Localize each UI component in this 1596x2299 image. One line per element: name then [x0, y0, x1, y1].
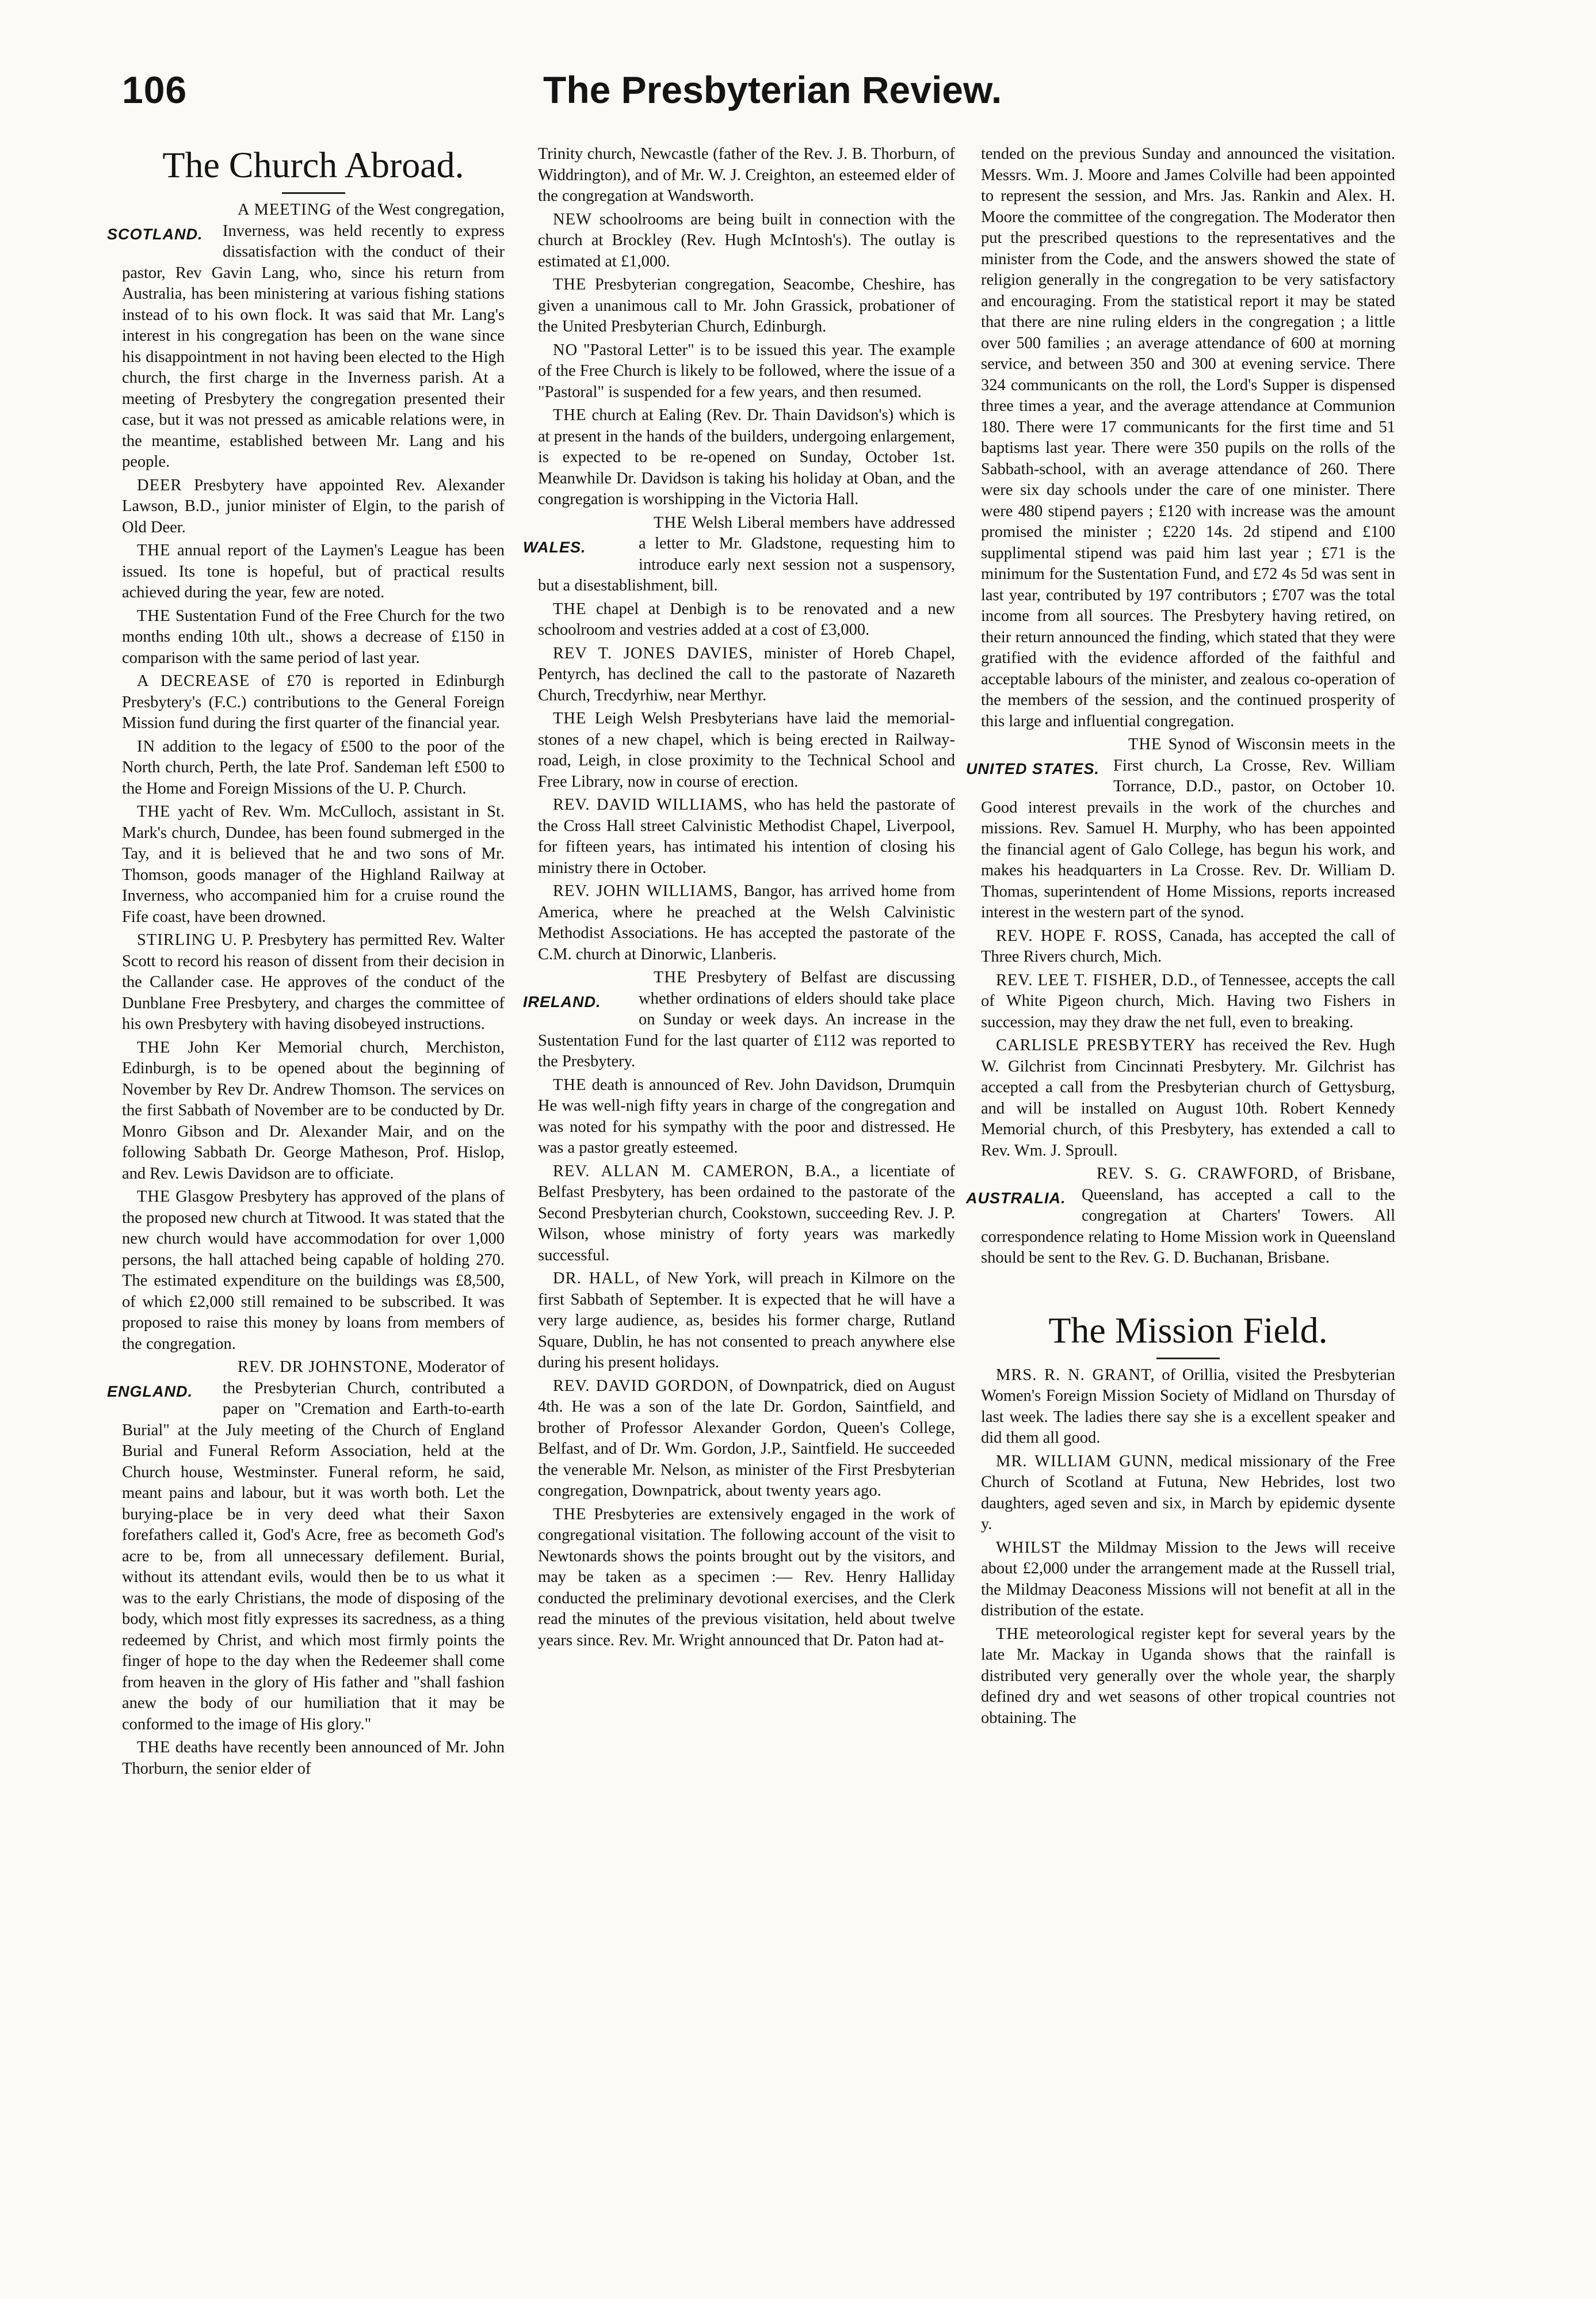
country-label-scotland: SCOTLAND. [107, 226, 203, 243]
article-paragraph: NO "Pastoral Letter" is to be issued this year. The example of the Free Church is likely to be followed, where the issue of a "Pastoral" is suspended for a few years, and then resumed. [538, 341, 955, 401]
article-paragraph: A DECREASE of £70 is reported in Edinburgh Presbytery's (F.C.) contributions to the General Foreign Mission fund during the first quarter of the financial year. [122, 672, 505, 732]
column-1 [107, 144, 505, 2273]
article-paragraph: WALES. THE Welsh Liberal members have addressed a letter to Mr. Gladstone, requesting him to introduce early next session not a suspensory, but a disestablishment, bill. [523, 513, 955, 594]
article-paragraph: THE Sustentation Fund of the Free Church for the two months ending 10th ult., shows a decrease of £150 in comparison with the same period of last year. [122, 607, 505, 667]
article-paragraph: MRS. R. N. GRANT, of Orillia, visited the Presbyterian Women's Foreign Mission Society of Midland on Thursday of last week. The ladies there say she is a excellent speaker and did them all good. [981, 1366, 1395, 1447]
article-paragraph: THE deaths have recently been announced of Mr. John Thorburn, the senior elder of [122, 1738, 505, 1778]
article-paragraph: AUSTRALIA. REV. S. G. CRAWFORD, of Brisbane, Queensland, has accepted a call to the congregation at Charters' Towers. All correspondence relating to Home Mission work in Queensland should be sent to the Rev. G. D. Buchanan, Brisbane. [966, 1165, 1396, 1267]
heading-rule [282, 192, 345, 194]
article-paragraph: THE Glasgow Presbytery has approved of the plans of the proposed new church at Titwood. It was stated that the new church would have accommodation for over 1,000 persons, the hall attached being capable of holding 270. The estimated expenditure on the buildings was £8,500, of which £2,000 still remained to be subscribed. It was proposed to raise this money by loans from members of the congregation. [122, 1188, 505, 1353]
article-paragraph: IRELAND. THE Presbytery of Belfast are discussing whether ordinations of elders should take place on Sunday or week days. An increase in the Sustentation Fund for the last quarter of £112 was reported to the Presbytery. [523, 969, 955, 1070]
article-paragraph: THE church at Ealing (Rev. Dr. Thain Davidson's) which is at present in the hands of the builders, undergoing enlargement, is expected to be re-opened on Sunday, October 1st. Meanwhile Dr. Davidson is taking his holiday at Oban, and the congregation is worshipping in the Victoria Hall. [538, 406, 955, 508]
article-paragraph: THE meteorological register kept for several years by the late Mr. Mackay in Uganda shows that the rainfall is distributed very generally over the whole year, the sharply defined dry and wet seasons of other tropical countries not obtaining. The [981, 1625, 1395, 1727]
country-label-ireland: IRELAND. [523, 993, 601, 1011]
column-3 [966, 144, 1396, 2273]
article-paragraph: Trinity church, Newcastle (father of the Rev. J. B. Thorburn, of Widdrington), and of Mr. W. J. Creighton, an esteemed elder of the congregation at Wandsworth. [538, 145, 955, 205]
article-paragraph: REV T. JONES DAVIES, minister of Horeb Chapel, Pentyrch, has declined the call to the pastorate of Nazareth Church, Trecdyrhiw, near Merthyr. [538, 644, 955, 704]
article-paragraph: REV. DAVID WILLIAMS, who has held the pastorate of the Cross Hall street Calvinistic Methodist Chapel, Liverpool, for fifteen years, has intimated his intention of closing his ministry there in October. [538, 796, 955, 877]
article-paragraph: THE annual report of the Laymen's League has been issued. Its tone is hopeful, but of practical results achieved during the year, few are noted. [122, 542, 505, 601]
article-paragraph: MR. WILLIAM GUNN, medical missionary of the Free Church of Scotland at Futuna, New Hebrides, lost two daughters, aged seven and six, in March by epidemic dysente y. [981, 1452, 1396, 1533]
country-label-england: ENGLAND. [107, 1383, 193, 1400]
article-paragraph: DEER Presbytery have appointed Rev. Alexander Lawson, B.D., junior minister of Elgin, to the parish of Old Deer. [122, 476, 505, 536]
article-paragraph: THE yacht of Rev. Wm. McCulloch, assistant in St. Mark's church, Dundee, has been found submerged in the Tay, and it is believed that he and two sons of Mr. Thomson, goods manager of the Highland Railway at Inverness, who accompanied him for a cruise round the Fife coast, have been drowned. [122, 803, 505, 926]
article-paragraph: UNITED STATES. THE Synod of Wisconsin meets in the First church, La Crosse, Rev. William Torrance, D.D., pastor, on October 10. Good interest prevails in the work of the churches and missions. Rev. Samuel H. Murphy, who has been appointed the financial agent of Galo College, has begun his work, and makes his headquarters in La Crosse. Rev. Dr. William D. Thomas, superintendent of Home Missions, reports increased interest in the western part of the synod. [966, 735, 1396, 921]
page-number: 106 [122, 68, 188, 111]
article-paragraph: ENGLAND. REV. DR JOHNSTONE, Moderator of the Presbyterian Church, contributed a paper on "Cremation and Earth-to-earth Burial" at the July meeting of the Church of England Burial and Funeral Reform Association, held at the Church house, Westminster. Funeral reform, he said, meant pains and labour, but it was worth both. Let the burying-place be in very deed what their Saxon forefathers called it, God's Acre, free as becometh God's acre to be, from all unnecessary defilement. Burial, without its attendant evils, would then be to us what it was to the early Christians, the mode of disposing of the body, which most fitly expresses its sacredness, as a thing redeemed by Christ, and which most firmly points the finger of hope to the day when the Redeemer shall come from heaven in the glory of His father and "shall fashion anew the body of our humiliation that it may be conformed to the image of His glory." [107, 1358, 505, 1733]
article-paragraph: THE Presbyterian congregation, Seacombe, Cheshire, has given a unanimous call to Mr. John Grassick, probationer of the United Presbyterian Church, Edinburgh. [538, 276, 955, 335]
section-heading-church-abroad: The Church Abroad. [162, 144, 464, 185]
country-label-wales: WALES. [523, 538, 586, 556]
article-paragraph: REV. ALLAN M. CAMERON, B.A., a licentiate of Belfast Presbytery, has been ordained to the pastorate of the Second Presbyterian church, Cookstown, succeeding Rev. J. P. Wilson, whose ministry of forty years was markedly successful. [538, 1162, 956, 1264]
article-paragraph: REV. JOHN WILLIAMS, Bangor, has arrived home from America, where he preached at the Welsh Calvinistic Methodist Associations. He has accepted the pastorate of the C.M. church at Dinorwic, Llanberis. [538, 882, 955, 963]
article-paragraph: tended on the previous Sunday and announced the visitation. Messrs. Wm. J. Moore and James Colville had been appointed to represent the session, and Mrs. Jas. Rankin and Alex. H. Moore the committee of the congregation. The Moderator then put the prescribed questions to the representatives and the minister from the Code, and the answers showed the state of religion generally in the congregation to be very satisfactory and encouraging. From the statistical report it may be stated that there are nine ruling elders in the congregation ; a little over 500 families ; an average attendance of 600 at morning service, and between 350 and 300 at evening service. There 324 communicants on the roll, the Lord's Supper is dispensed three times a year, and the average attendance at Communion 180. There were 17 communicants for the first time and 51 baptisms last year. There were 350 pupils on the rolls of the Sabbath-school, with an average attendance of 260. There were six day schools under the care of one minister. There were 480 stipend payers ; £120 with increase was the amount promised the minister ; £220 14s. 2d stipend and £100 supplimental stipend was paid him last year ; £71 is the minimum for the Sustentation Fund, and £72 4s 5d was sent in last year, contributed by 197 contributors ; £707 was the total income from all sources. The Presbytery having retired, on their return announced the finding, which stated that they were gratified with the evidence afforded of the faithful and acceptable labours of the minister, and zealous co-operation of the members of the session, and the continued prosperity of this large and influential congregation. [981, 145, 1395, 730]
article-paragraph: WHILST the Mildmay Mission to the Jews will receive about £2,000 under the arrangement made at the Russell trial, the Mildmay Deaconess Missions will not benefit at all in the distribution of the estate. [981, 1538, 1396, 1619]
article-paragraph: SCOTLAND. A MEETING of the West congregation, Inverness, was held recently to express dissatisfaction with the conduct of their pastor, Rev Gavin Lang, who, since his return from Australia, has been ministering at various fishing stations instead of to his own flock. It was said that Mr. Lang's interest in his congregation has been on the wane since his disappointment in not having been elected to the High church, the first charge in the Inverness parish. At a meeting of Presbytery the congregation presented their case, but it was not pressed as amicable relations were, in the meantime, established between Mr. Lang and his people. [107, 201, 505, 471]
article-paragraph: REV. LEE T. FISHER, D.D., of Tennessee, accepts the call of White Pigeon church, Mich. Having two Fishers in succession, may they draw the net full, even to breaking. [981, 971, 1396, 1031]
article-paragraph: THE death is announced of Rev. John Davidson, Drumquin He was well-nigh fifty years in charge of the congregation and was noted for his sympathy with the poor and distressed. He was a pastor greatly esteemed. [538, 1076, 955, 1157]
column-2 [523, 144, 956, 2273]
article-paragraph: CARLISLE PRESBYTERY has received the Rev. Hugh W. Gilchrist from Cincinnati Presbytery. Mr. Gilchrist has accepted a call from the Presbyterian church of Gettysburg, and will be installed on August 10th. Robert Kennedy Memorial church, of this Presbytery, has extended a call to Rev. Wm. J. Sproull. [981, 1036, 1395, 1160]
article-paragraph: REV. HOPE F. ROSS, Canada, has accepted the call of Three Rivers church, Mich. [981, 927, 1395, 966]
article-paragraph: THE John Ker Memorial church, Merchiston, Edinburgh, is to be opened about the beginning of November by Rev Dr. Andrew Thomson. The services on the first Sabbath of November are to be conducted by Dr. Monro Gibson and Dr. Alexander Mair, and on the following Sabbath Dr. George Matheson, Prof. Hislop, and Rev. Lewis Davidson are to officiate. [122, 1038, 505, 1183]
article-paragraph: THE Presbyteries are extensively engaged in the work of congregational visitation. The following account of the visit to Newtonards shows the points brought out by the visitors, and may be taken as a specimen :— Rev. Henry Halliday conducted the preliminary devotional exercises, and the Clerk read the minutes of the previous visitation, held about twelve years since. Rev. Mr. Wright announced that Dr. Paton had at- [538, 1505, 955, 1649]
article-paragraph: NEW schoolrooms are being built in connection with the church at Brockley (Rev. Hugh McIntosh's). The outlay is estimated at £1,000. [538, 210, 956, 270]
journal-title: The Presbyterian Review. [543, 68, 1002, 111]
article-paragraph: IN addition to the legacy of £500 to the poor of the North church, Perth, the late Prof. Sandeman left £500 to the Home and Foreign Missions of the U. P. Church. [122, 737, 505, 798]
heading-rule [1156, 1358, 1220, 1359]
article-paragraph: STIRLING U. P. Presbytery has permitted Rev. Walter Scott to record his reason of dissent from their decision in the Callander case. He approves of the conduct of the Dunblane Free Presbytery, and charges the committee of his own Presbytery with having disobeyed instructions. [122, 931, 505, 1033]
section-heading-mission-field: The Mission Field. [1048, 1309, 1328, 1351]
country-label-united-states: UNITED STATES. [966, 760, 1100, 777]
article-paragraph: THE Leigh Welsh Presbyterians have laid the memorial-stones of a new chapel, which is being erected in Railway-road, Leigh, in close proximity to the Technical School and Free Library, now in course of erection. [538, 710, 955, 791]
article-paragraph: THE chapel at Denbigh is to be renovated and a new schoolroom and vestries added at a cost of £3,000. [538, 600, 955, 639]
article-paragraph: DR. HALL, of New York, will preach in Kilmore on the first Sabbath of September. It is expected that he will have a very large audience, as, besides his former charge, Rutland Square, Dublin, he has not consented to preach anywhere else during his present holidays. [538, 1269, 956, 1371]
country-label-australia: AUSTRALIA. [966, 1189, 1066, 1207]
article-paragraph: REV. DAVID GORDON, of Downpatrick, died on August 4th. He was a son of the late Dr. Gordon, Saintfield, and brother of Professor Alexander Gordon, Queen's College, Belfast, and of Dr. Wm. Gordon, J.P., Saintfield. He succeeded the venerable Mr. Nelson, as minister of the First Presbyterian congregation, Downpatrick, about twenty years ago. [538, 1377, 956, 1500]
